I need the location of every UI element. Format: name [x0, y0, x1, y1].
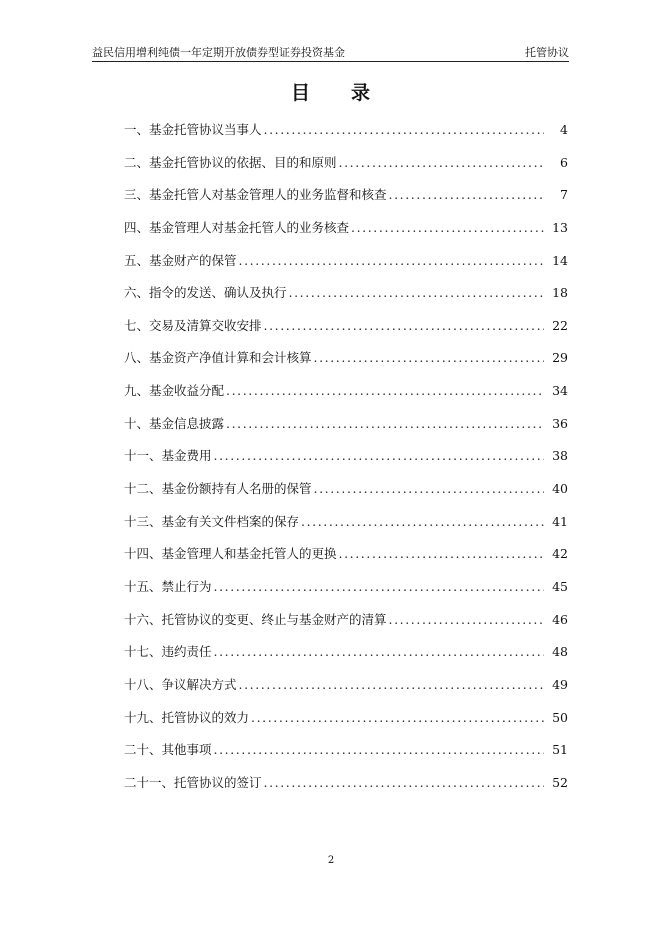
toc-entry[interactable]	[124, 185, 568, 218]
toc-entry[interactable]	[124, 544, 568, 577]
toc-leader-dots	[239, 675, 544, 695]
toc-leader-dots	[389, 610, 544, 630]
toc-entry-title: 十九、托管协议的效力	[124, 709, 250, 725]
toc-entry-title: 九、基金收益分配	[124, 383, 225, 399]
toc-entry-page: 38	[552, 448, 568, 464]
toc-entry-page: 48	[552, 644, 568, 660]
toc-entry[interactable]	[124, 316, 568, 349]
toc-entry-title: 十五、禁止行为	[124, 578, 212, 594]
toc-entry-title: 二十、其他事项	[124, 742, 212, 758]
toc-leader-dots	[314, 479, 544, 499]
toc-entry[interactable]	[124, 414, 568, 447]
toc-entry-page: 6	[560, 154, 568, 170]
toc-leader-dots	[389, 185, 544, 205]
toc-entry-page: 4	[560, 122, 568, 137]
toc-entry[interactable]	[124, 283, 568, 316]
toc-entry-title: 十六、托管协议的变更、终止与基金财产的清算	[124, 611, 387, 627]
toc-leader-dots	[226, 381, 544, 401]
toc-leader-dots	[214, 642, 544, 662]
toc-leader-dots	[239, 251, 544, 271]
toc-entry-page: 40	[552, 481, 568, 497]
toc-leader-dots	[339, 153, 544, 173]
toc-entry-page: 29	[552, 350, 568, 366]
toc-leader-dots	[264, 120, 544, 140]
toc-entry-page: 13	[552, 219, 568, 235]
toc-entry[interactable]	[124, 610, 568, 643]
toc-entry[interactable]	[124, 642, 568, 675]
toc-entry-page: 36	[552, 415, 568, 431]
toc-entry[interactable]	[124, 446, 568, 479]
toc-entry-page: 49	[552, 676, 568, 692]
toc-entry[interactable]	[124, 120, 568, 153]
toc-leader-dots	[339, 544, 544, 564]
toc-entry[interactable]	[124, 348, 568, 381]
toc-leader-dots	[264, 773, 544, 793]
toc-entry-page: 46	[552, 611, 568, 627]
header-fund-name: 益民信用增利纯债一年定期开放债券型证券投资基金	[92, 46, 345, 59]
toc-entry-title: 四、基金管理人对基金托管人的业务核查	[124, 219, 350, 235]
toc-entry[interactable]	[124, 740, 568, 773]
toc-entry-title: 十一、基金费用	[124, 448, 212, 464]
toc-entry-page: 51	[552, 742, 568, 758]
toc-entry-page: 34	[552, 383, 568, 399]
toc-entry-title: 一、基金托管协议当事人	[124, 122, 262, 137]
toc-entry-title: 十四、基金管理人和基金托管人的更换	[124, 546, 337, 562]
toc-leader-dots	[289, 283, 544, 303]
toc-entry-page: 42	[552, 546, 568, 562]
toc-leader-dots	[214, 446, 544, 466]
toc-leader-dots	[251, 708, 544, 728]
toc-entry-page: 50	[552, 709, 568, 725]
toc-entry-title: 十三、基金有关文件档案的保存	[124, 513, 300, 529]
toc-leader-dots	[301, 512, 544, 532]
toc-entry[interactable]	[124, 218, 568, 251]
toc-entry-page: 14	[552, 252, 568, 268]
table-of-contents	[124, 120, 568, 805]
toc-entry-page: 52	[552, 774, 568, 790]
toc-entry-title: 二十一、托管协议的签订	[124, 774, 262, 790]
toc-entry-page: 41	[552, 513, 568, 529]
toc-entry-title: 二、基金托管协议的依据、目的和原则	[124, 154, 337, 170]
toc-entry-page: 7	[560, 187, 568, 203]
toc-heading: 目 录	[290, 82, 371, 104]
toc-leader-dots	[351, 218, 544, 238]
header-doc-type: 托管协议	[525, 46, 569, 59]
toc-entry-title: 十七、违约责任	[124, 644, 212, 660]
toc-entry-title: 八、基金资产净值计算和会计核算	[124, 350, 312, 366]
toc-leader-dots	[214, 577, 544, 597]
toc-entry-page: 18	[552, 285, 568, 301]
toc-leader-dots	[226, 414, 544, 434]
toc-entry-title: 七、交易及清算交收安排	[124, 317, 262, 333]
page-header	[92, 44, 569, 62]
toc-entry-title: 十八、争议解决方式	[124, 676, 237, 692]
toc-entry[interactable]	[124, 773, 568, 806]
toc-entry[interactable]	[124, 675, 568, 708]
toc-entry-page: 45	[552, 578, 568, 594]
toc-entry-title: 五、基金财产的保管	[124, 252, 237, 268]
toc-leader-dots	[264, 316, 544, 336]
toc-entry[interactable]	[124, 708, 568, 741]
toc-entry-title: 三、基金托管人对基金管理人的业务监督和核查	[124, 187, 387, 203]
toc-entry[interactable]	[124, 479, 568, 512]
toc-entry[interactable]	[124, 153, 568, 186]
toc-entry[interactable]	[124, 512, 568, 545]
toc-entry-page: 22	[552, 317, 568, 333]
toc-entry[interactable]	[124, 381, 568, 414]
toc-entry-title: 六、指令的发送、确认及执行	[124, 285, 287, 301]
toc-entry-title: 十二、基金份额持有人名册的保管	[124, 481, 312, 497]
toc-entry-title: 十、基金信息披露	[124, 415, 225, 431]
toc-entry[interactable]	[124, 251, 568, 284]
toc-entry[interactable]	[124, 577, 568, 610]
toc-leader-dots	[314, 348, 544, 368]
page-number: 2	[327, 855, 335, 866]
toc-leader-dots	[214, 740, 544, 760]
